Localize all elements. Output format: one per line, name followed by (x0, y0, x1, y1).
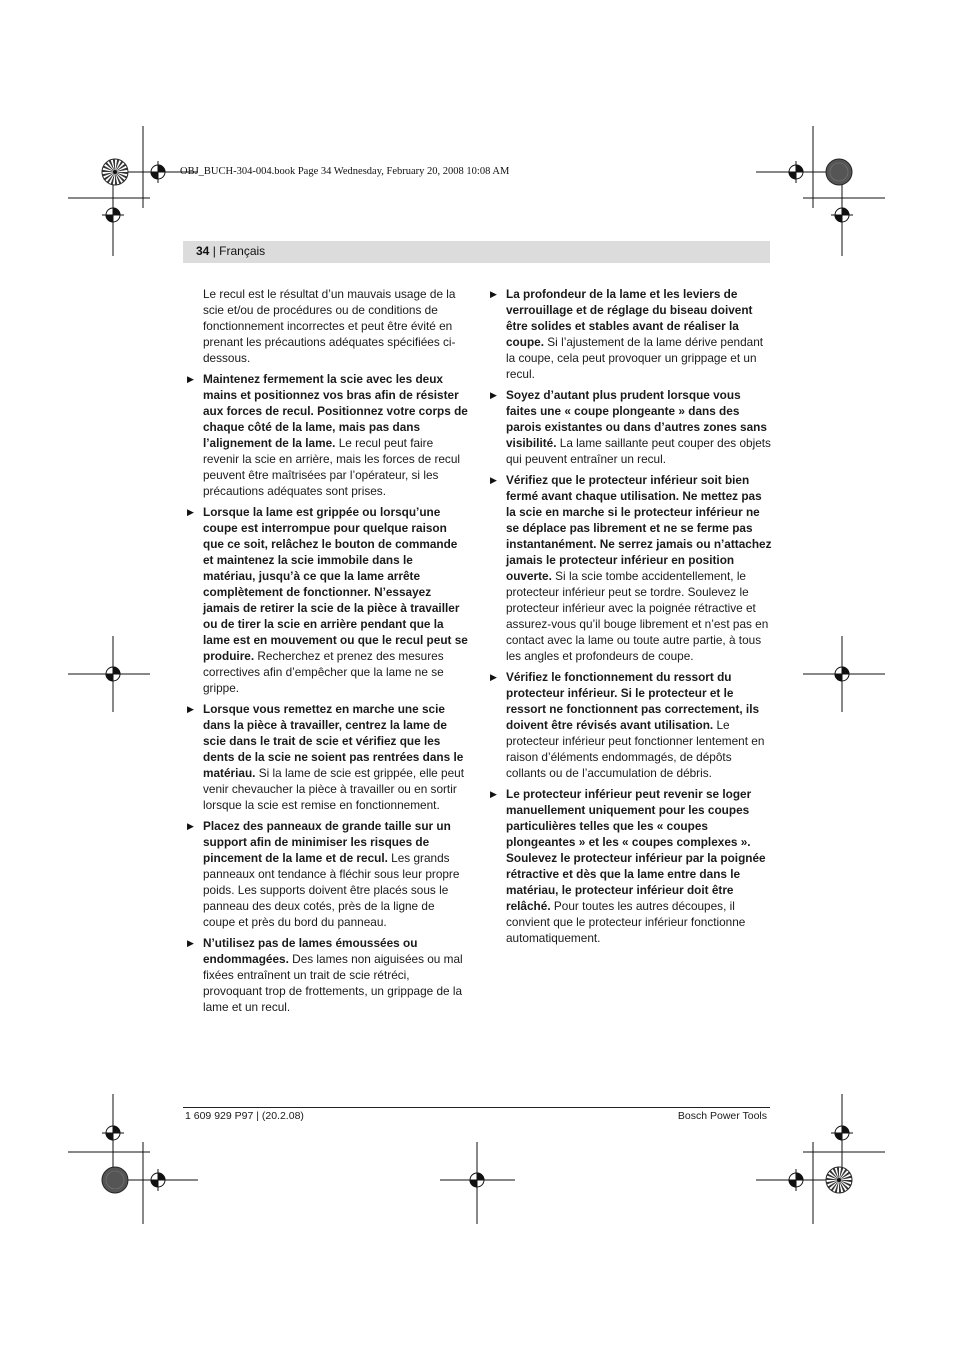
footer-brand: Bosch Power Tools (677, 1110, 767, 1122)
registration-crosshair-icon (102, 204, 124, 226)
item-bold-text: Maintenez fermement la scie avec les deux mains et positionnez vos bras afin de résister aux forces de recul. Positionnez votre corps de chaque côté de la lame, mais pas dans l’alignement de la lame. (203, 372, 468, 450)
registration-crosshair-icon (102, 1122, 124, 1144)
list-item (186, 935, 468, 1015)
list-item (186, 504, 468, 696)
item-text: Recherchez et prenez des mesures correctives afin d’empêcher que la lame ne se grippe. (203, 649, 444, 695)
color-target-icon (102, 1167, 128, 1193)
list-item (186, 701, 468, 813)
left-column (186, 286, 468, 1020)
header-separator: | (209, 244, 220, 258)
list-item (489, 669, 772, 781)
bullet-arrow-icon: ▶ (187, 938, 194, 948)
color-target-icon (102, 159, 128, 185)
item-text: Le protecteur inférieur peut fonctionner lentement en raison d’éléments endommagés, de dépôts collants ou de l’accumulation de débris. (506, 718, 765, 780)
registration-crosshair-icon (785, 161, 807, 183)
list-item (186, 371, 468, 499)
bullet-arrow-icon: ▶ (187, 821, 194, 831)
color-target-icon (826, 1167, 852, 1193)
item-bold-text: Vérifiez le fonctionnement du ressort du protecteur inférieur. Si le protecteur et le ressort ne fonctionnent pas correctement, ils doivent être révisés avant utilisation. (506, 670, 760, 732)
header-language: Français (219, 244, 266, 258)
item-bold-text: La profondeur de la lame et les leviers de verrouillage et de réglage du biseau doivent être solides et stables avant de réaliser la coupe. (506, 287, 753, 349)
registration-crosshair-icon (831, 1122, 853, 1144)
registration-crosshair-icon (147, 1169, 169, 1191)
list-item (489, 286, 772, 382)
footer-reference: 1 609 929 P97 | (20.2.08) (185, 1110, 304, 1122)
item-text: Si la lame de scie est grippée, elle peut venir chevaucher la pièce à travailler ou en sortir lorsque la scie est remise en fonctionnement. (203, 766, 464, 812)
item-bold-text: Le protecteur inférieur peut revenir se loger manuellement uniquement pour les coupes particulières telles que les « coupes plongeantes » et les « coupes complexes ». Soulevez le protecteur inférieur par la poignée rétractive et dès que la lame entre dans le matériau, le protecteur inférieur doit être relâché. (506, 787, 766, 913)
list-item (489, 472, 772, 664)
right-column (489, 286, 772, 951)
bullet-arrow-icon: ▶ (490, 289, 497, 299)
color-target-icon (826, 159, 852, 185)
registration-crosshair-icon (831, 204, 853, 226)
registration-crosshair-icon (147, 161, 169, 183)
bullet-arrow-icon: ▶ (187, 704, 194, 714)
registration-crosshair-icon (785, 1169, 807, 1191)
bullet-arrow-icon: ▶ (490, 672, 497, 682)
bullet-arrow-icon: ▶ (187, 374, 194, 384)
footer-rule (183, 1107, 770, 1108)
list-item (489, 387, 772, 467)
item-text: Des lames non aiguisées ou mal fixées entraînent un trait de scie rétréci, provoquant trop de frottements, un grippage de la lame et un recul. (203, 952, 463, 1014)
bullet-arrow-icon: ▶ (490, 390, 497, 400)
item-text: La lame saillante peut couper des objets qui peuvent entraîner un recul. (506, 436, 771, 466)
item-bold-text: Vérifiez que le protecteur inférieur soit bien fermé avant chaque utilisation. Ne mettez pas la scie en marche si le protecteur inférieur ne se déplace pas librement et ne se ferme pas instantanément. Ne serrez jamais ou n’attachez jamais le protecteur inférieur en position ouverte. (506, 473, 772, 583)
item-text: Si l’ajustement de la lame dérive pendant la coupe, cela peut provoquer un grippage et un recul. (506, 335, 764, 381)
registration-crosshair-icon (466, 1169, 488, 1191)
header-text (196, 244, 265, 258)
registration-crosshair-icon (102, 663, 124, 685)
item-bold-text: Placez des panneaux de grande taille sur un support afin de minimiser les risques de pincement de la lame et de recul. (203, 819, 451, 865)
list-item (186, 818, 468, 930)
page-number: 34 (196, 244, 210, 258)
item-text: Le recul peut faire revenir la scie en arrière, mais les forces de recul peuvent être maîtrisées par l’opérateur, si les précautions adéquates sont prises. (203, 436, 461, 498)
item-bold-text: Lorsque vous remettez en marche une scie dans la pièce à travailler, centrez la lame de scie dans le trait de scie et vérifiez que les dents de la scie ne soient pas rentrées dans le matériau. (203, 702, 464, 780)
book-info-line: OBJ_BUCH-304-004.book Page 34 Wednesday, February 20, 2008 10:08 AM (180, 166, 510, 177)
item-text: Les grands panneaux ont tendance à fléchir sous leur propre poids. Les supports doivent être placés sous le panneau des deux cotés, près de la ligne de coupe et près du bord du panneau. (203, 851, 460, 929)
item-text: Pour toutes les autres découpes, il convient que le protecteur inférieur fonctionne automatiquement. (506, 899, 746, 945)
bullet-arrow-icon: ▶ (490, 789, 497, 799)
intro-paragraph: Le recul est le résultat d’un mauvais usage de la scie et/ou de procédures ou de conditions de fonctionnement incorrectes et peut être évité en prenant les précautions adéquates spécifiées ci-dessous. (203, 287, 456, 365)
list-item (489, 786, 772, 946)
page-header (183, 241, 770, 263)
item-bold-text: Soyez d’autant plus prudent lorsque vous faites une « coupe plongeante » dans des parois existantes ou dans d’autres zones sans visibilité. (506, 388, 767, 450)
item-bold-text: Lorsque la lame est grippée ou lorsqu’une coupe est interrompue pour quelque raison que ce soit, relâchez le bouton de commande et maintenez la scie immobile dans le matériau, jusqu’à ce que la lame arrête complètement de fonctionner. N’essayez jamais de retirer la scie de la pièce à travailler ou de tirer la scie en arrière pendant que la lame est en mouvement ou que le recul peut se produire. (203, 505, 468, 663)
item-text: Si la scie tombe accidentellement, le protecteur inférieur peut se tordre. Soulevez le protecteur inférieur avec la poignée rétractive et assurez-vous qu’il bouge librement et n’est pas en contact avec la lame ou toute autre partie, à tous les angles et profondeurs de coupe. (506, 569, 769, 663)
bullet-arrow-icon: ▶ (187, 507, 194, 517)
bullet-arrow-icon: ▶ (490, 475, 497, 485)
registration-crosshair-icon (831, 663, 853, 685)
item-bold-text: N’utilisez pas de lames émoussées ou endommagées. (203, 936, 418, 966)
